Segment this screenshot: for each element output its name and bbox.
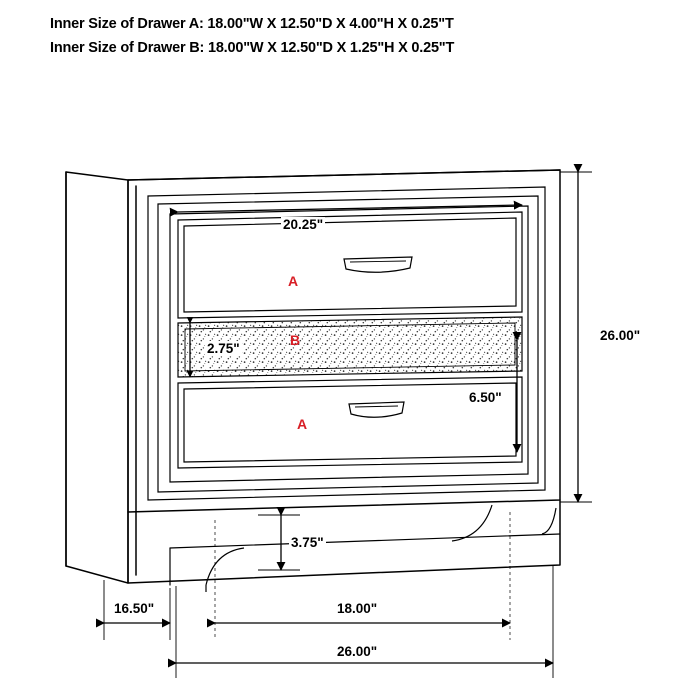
- header-line-2: Inner Size of Drawer B: 18.00"W X 12.50"D X 1.25"H X 0.25"T: [50, 40, 455, 56]
- dimension-inner-width: 18.00": [337, 601, 378, 616]
- drawer-label-b: B: [290, 332, 301, 348]
- dimension-top-width: 20.25": [283, 217, 324, 232]
- dimension-mid-drawer-height: 2.75": [207, 341, 240, 356]
- header-line-1: Inner Size of Drawer A: 18.00"W X 12.50"D X 4.00"H X 0.25"T: [50, 16, 454, 32]
- drawer-label-a-top: A: [288, 273, 299, 289]
- dimension-side-depth: 16.50": [114, 601, 155, 616]
- dimension-leg-height: 3.75": [291, 535, 324, 550]
- dimension-overall-width: 26.00": [337, 644, 378, 659]
- dimension-lower-drawer-height: 6.50": [469, 390, 502, 405]
- drawer-label-a-bottom: A: [297, 416, 308, 432]
- dimension-overall-height: 26.00": [600, 328, 641, 343]
